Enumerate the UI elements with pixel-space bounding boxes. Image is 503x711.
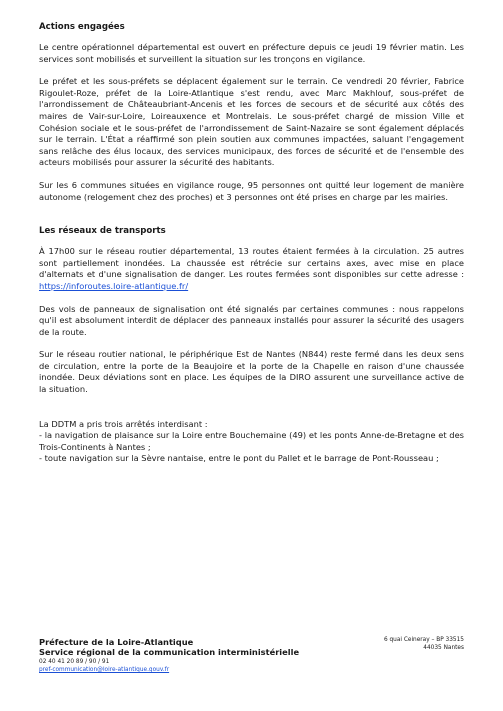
footer-email-link[interactable]: pref-communication@loire-atlantique.gouv.fr (39, 667, 170, 673)
ddtm-intro: La DDTM a pris trois arrêtés interdisant : (39, 418, 208, 429)
footer-address (384, 637, 464, 652)
address-line-1: 6 quai Ceineray – BP 33515 (383, 637, 464, 643)
page-footer (39, 637, 464, 674)
paragraph-departmental-roads (39, 246, 464, 292)
footer-phone: 02 40 41 20 89 / 90 / 91 (39, 659, 110, 665)
roads-text: À 17h00 sur le réseau routier départemental, 13 routes étaient fermées à la circulation. 25 autres sont partiellement inondées. La chaussée est rétrécie sur certains axes, avec mise en place d'alternats et d'une signalisation de danger. Les routes fermées sont disponibles sur cette adresse : (39, 246, 464, 280)
press-release-body (39, 22, 464, 465)
paragraph-cod-open: Le centre opérationnel départemental est ouvert en préfecture depuis ce jeudi 19 février matin. Les services sont mobilisés et surveillent la situation sur les tronçons en vigilance. (39, 42, 464, 64)
paragraph-sign-thefts: Des vols de panneaux de signalisation ont été signalés par certaines communes : nous rappelons qu'il est absolument interdit de déplacer des panneaux installés pour assurer la sécurité des usagers de la route. (39, 303, 464, 337)
inforoutes-link[interactable]: https://inforoutes.loire-atlantique.fr/ (39, 280, 189, 291)
footer-service: Service régional de la communication interministérielle (39, 647, 300, 657)
footer-organization: Préfecture de la Loire-Atlantique (39, 637, 194, 647)
section-heading-transports: Les réseaux de transports (39, 226, 166, 237)
paragraph-evacuations: Sur les 6 communes situées en vigilance rouge, 95 personnes ont quitté leur logement de manière autonome (relogement chez des proches) et 3 personnes ont été prises en charge par les mairies. (39, 179, 464, 202)
paragraph-prefect-visit: Le préfet et les sous-préfets se déplacent également sur le terrain. Ce vendredi 20 février, Fabrice Rigoulet-Roze, préfet de la Loire-Atlantique s'est rendu, avec Marc Makhlouf, sous-préfet de l'arrondissement de Châteaubriant-Ancenis et les forces de secours et de sécurité aux côtés des maires de Vair-sur-Loire, Loireauxence et Montrelais. Le sous-préfet chargé de mission Ville et Cohésion sociale et le sous-préfet de l'arrondissement de Saint-Nazaire se sont également déplacés sur le terrain. L'État a réaffirmé son plein soutien aux communes impactées, saluant l'engagement sans relâche des élus locaux, des services municipaux, des forces de sécurité et de l'ensemble des acteurs mobilisés pour assurer la sécurité des habitants. (39, 76, 464, 168)
section-heading-actions: Actions engagées (39, 22, 125, 32)
ddtm-item-sevre: - toute navigation sur la Sèvre nantaise, entre le pont du Pallet et le barrage de Pont-Rousseau ; (39, 453, 439, 464)
ddtm-item-loire: - la navigation de plaisance sur la Loire entre Bouchemaine (49) et les ponts Anne-de-Bretagne et des Trois-Continents à Nantes ; (39, 430, 464, 452)
paragraph-national-roads: Sur le réseau routier national, le périphérique Est de Nantes (N844) reste fermé dans les deux sens de circulation, entre la porte de la Beaujoire et la porte de la Chapelle en raison d'une chaussée inondée. Deux déviations sont en place. Les équipes de la DIRO assurent une surveillance active de la situation. (39, 349, 464, 395)
address-line-2: 44035 Nantes (423, 644, 464, 651)
